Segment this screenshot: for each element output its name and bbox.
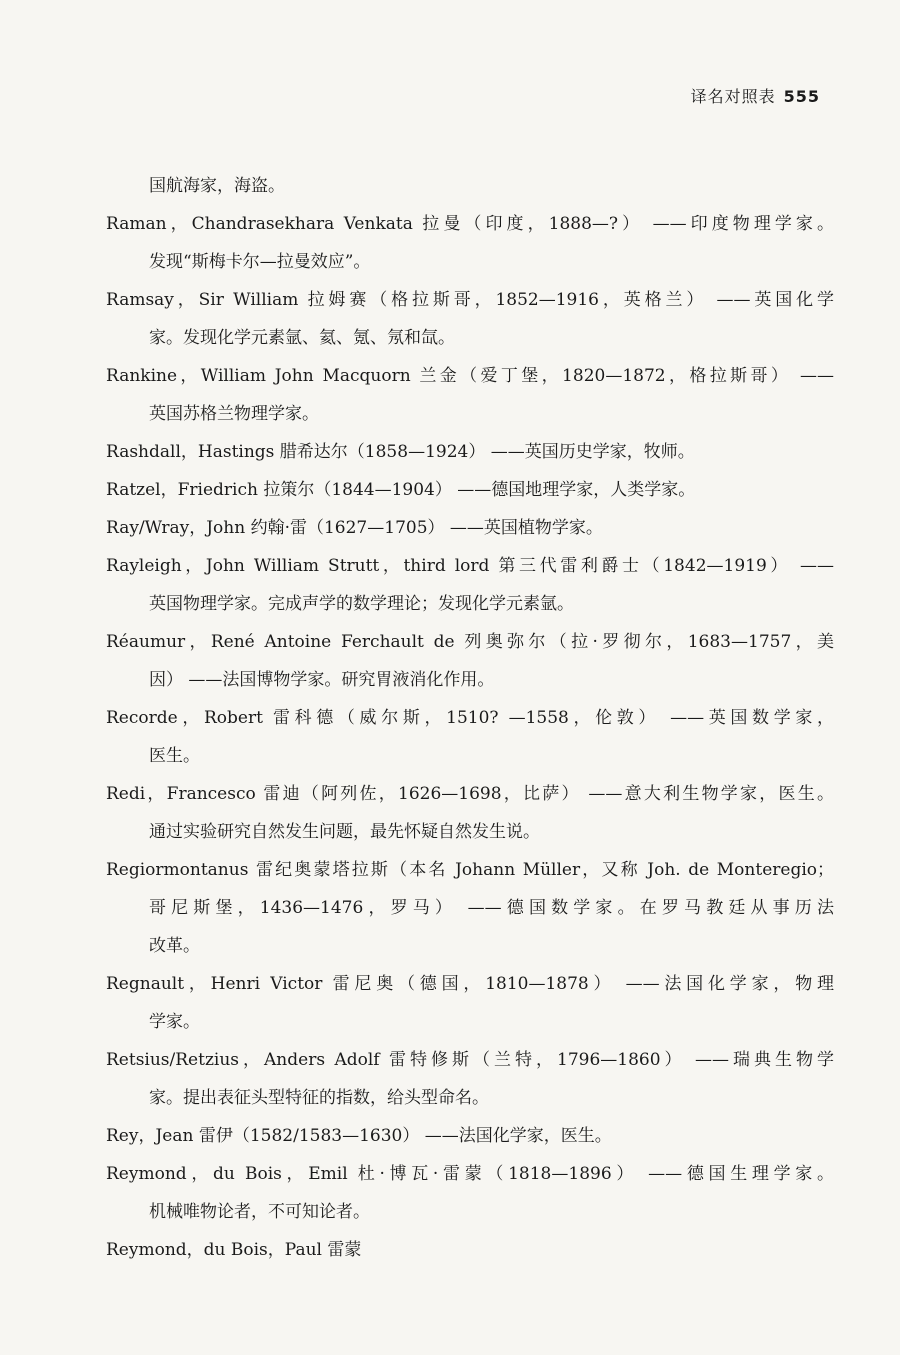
entry-line: Retsius/Retzius，Anders Adolf 雷特修斯（兰特，1796—1860） ——瑞典生物学: [106, 1050, 834, 1070]
entry-continuation-line: 机械唯物论者，不可知论者。: [149, 1202, 370, 1222]
entry-line: Rey，Jean 雷伊（1582/1583—1630） ——法国化学家，医生。: [106, 1126, 612, 1146]
entry-continuation-line: 国航海家，海盗。: [149, 176, 285, 196]
page-number: 555: [783, 87, 820, 106]
entry-line: Rashdall，Hastings 腊希达尔（1858—1924） ——英国历史学家，牧师。: [106, 442, 695, 462]
entry-continuation-line: 发现“斯梅卡尔—拉曼效应”。: [149, 252, 371, 272]
entry-continuation-line: 英国苏格兰物理学家。: [149, 404, 319, 424]
page-header: [691, 84, 820, 107]
entry-line: Redi，Francesco 雷迪（阿列佐，1626—1698，比萨） ——意大利生物学家，医生。: [106, 784, 834, 804]
entry-line: Reymond，du Bois，Paul 雷蒙: [106, 1240, 362, 1260]
entry-continuation-line: 改革。: [149, 936, 200, 956]
entry-line: Regiormontanus 雷纪奥蒙塔拉斯（本名 Johann Müller，又称 Joh. de Monteregio；: [106, 860, 834, 880]
entry-line: Ratzel，Friedrich 拉策尔（1844—1904） ——德国地理学家，人类学家。: [106, 480, 696, 500]
entry-line: Regnault，Henri Victor 雷尼奥（德国，1810—1878） ——法国化学家，物理: [106, 974, 834, 994]
entry-line: Raman，Chandrasekhara Venkata 拉曼（印度，1888—?） ——印度物理学家。: [106, 214, 834, 234]
entry-line: Recorde，Robert 雷科德（威尔斯，1510? —1558，伦敦） ——英国数学家，: [106, 708, 834, 728]
entry-continuation-line: 家。提出表征头型特征的指数，给头型命名。: [149, 1088, 489, 1108]
entry-line: Ray/Wray，John 约翰·雷（1627—1705） ——英国植物学家。: [106, 518, 603, 538]
entry-line: Rankine，William John Macquorn 兰金（爱丁堡，1820—1872，格拉斯哥） ——: [106, 366, 834, 386]
entry-line: Réaumur，René Antoine Ferchault de 列奥弥尔（拉·罗彻尔，1683—1757，美: [106, 632, 834, 652]
entry-continuation-line: 家。发现化学元素氩、氦、氪、氖和氙。: [149, 328, 455, 348]
entry-continuation-line: 通过实验研究自然发生问题，最先怀疑自然发生说。: [149, 822, 540, 842]
entry-line: Reymond，du Bois，Emil 杜·博瓦·雷蒙（1818—1896） ——德国生理学家。: [106, 1164, 834, 1184]
header-title: 译名对照表: [690, 87, 776, 106]
entry-continuation-line: 学家。: [149, 1012, 200, 1032]
entry-continuation-line: 因） ——法国博物学家。研究胃液消化作用。: [149, 670, 495, 690]
glossary-entries: [106, 172, 834, 1274]
entry-continuation-line: 哥尼斯堡，1436—1476，罗马） ——德国数学家。在罗马教廷从事历法: [149, 898, 834, 918]
entry-continuation-line: 医生。: [149, 746, 200, 766]
entry-line: Rayleigh，John William Strutt，third lord 第三代雷利爵士（1842—1919） ——: [106, 556, 834, 576]
entry-line: Ramsay，Sir William 拉姆赛（格拉斯哥，1852—1916，英格兰） ——英国化学: [106, 290, 834, 310]
entry-continuation-line: 英国物理学家。完成声学的数学理论；发现化学元素氩。: [149, 594, 574, 614]
